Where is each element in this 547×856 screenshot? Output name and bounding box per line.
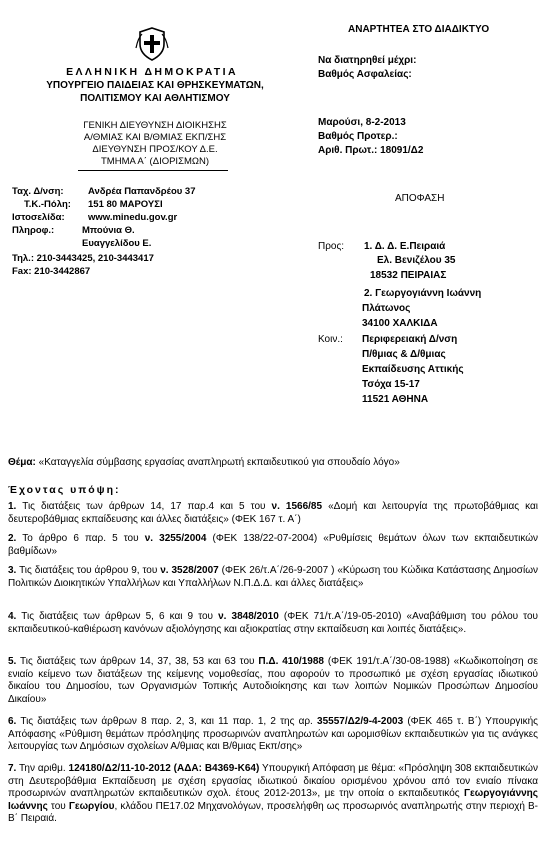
- item-1: 1. Τις διατάξεις των άρθρων 14, 17 παρ.4 και 5 του ν. 1566/85 «Δομή και λειτουργία της πρωτοβάθμιας και δευτεροβάθμιας εκπαίδευσης και άλλες διατάξεις» (ΦΕΚ 167 τ. Α΄): [8, 501, 539, 525]
- cc-line-2: Π/θμιας & Δ/θμιας: [362, 349, 446, 360]
- dept-line-3: ΔΙΕΥΘΥΝΣΗ ΠΡΟΣ/ΚΟΥ Δ.Ε.: [92, 144, 218, 155]
- publish-online-note: ΑΝΑΡΤΗΤΕΑ ΣΤΟ ΔΙΑΔΙΚΤΥΟ: [348, 24, 490, 35]
- cc-line-3: Εκπαίδευσης Αττικής: [362, 364, 464, 375]
- item-4: 4. Τις διατάξεις των άρθρων 5, 6 και 9 του ν. 3848/2010 (ΦΕΚ 71/τ.Α΄/19-05-2010) «Αναβάθμιση του ρόλου του εκπαιδευτικού-καθιέρωση κανόνων αξιολόγησης και αξιοκρατίας στην εκπαίδευση και λοιπές διατάξεις».: [8, 611, 539, 635]
- cc-line-5: 11521 ΑΘΗΝΑ: [362, 394, 429, 405]
- dept-line-2: Α/ΘΜΙΑΣ ΚΑΙ Β/ΘΜΙΑΣ ΕΚΠ/ΣΗΣ: [83, 132, 227, 143]
- protocol-number: Αριθ. Πρωτ.: 18091/Δ2: [318, 145, 424, 156]
- tk-value: 151 80 ΜΑΡΟΥΣΙ: [88, 199, 163, 210]
- address-label: Ταχ. Δ/νση:: [12, 186, 64, 197]
- item-7: 7. Την αριθμ. 124180/Δ2/11-10-2012 (ΑΔΑ: Β4369-Κ64) Υπουργική Απόφαση με θέμα: «Πρόσληψη 308 εκπαιδευτικών στη Δευτεροβάθμια Εκπαίδευση με σχέση εργασίας ιδιωτικού δικαίου ορισμένου χρόνου από τον ενιαίο πίνακα προσωρινών αναπληρωτών εκπαιδευτικών σχολ. έτους 2012-2013», με την οποία ο εκπαιδευτικός Γεωργογιάννης Ιωάννης του Γεωργίου, κλάδου ΠΕ17.02 Μηχανολόγων, προσελήφθη ως προσωρινός αναπληρωτής στην περιοχή Β-Β΄ Πειραιά.: [8, 763, 538, 825]
- security-label: Βαθμός Ασφαλείας:: [318, 69, 412, 80]
- recipient-1-line-3: 18532 ΠΕΙΡΑΙΑΣ: [370, 270, 447, 281]
- item-6: 6. Τις διατάξεις των άρθρων 8 παρ. 2, 3, και 11 παρ. 1, 2 της αρ. 35557/Δ2/9-4-2003 (ΦΕΚ 465 τ. Β΄) Υπουργικής Απόφασης «Ρύθμιση θεμάτων πρόσληψης προσωρινών αναπληρωτών και ωρομισθίων εκπαιδευτικών για τις ανάγκες λειτουργίας των Δημόσιων σχολείων Α/θμιας και Β/θμιας Εκπ/σης»: [8, 716, 539, 753]
- info-value-2: Ευαγγελίδου Ε.: [82, 238, 152, 249]
- recipient-2-line-2: Πλάτωνος: [362, 303, 411, 314]
- cc-line-4: Τσόχα 15-17: [362, 379, 420, 390]
- item-5: 5. Τις διατάξεις των άρθρων 14, 37, 38, 53 και 63 του Π.Δ. 410/1988 (ΦΕΚ 191/τ.Α΄/30-08-1988) «Κωδικοποίηση σε ενιαίο κείμενο των διατάξεων της κείμενης νομοθεσίας, που αφορούν το προσωπικό με σχέση εργασίας ιδιωτικού δικαίου του Δημοσίου, των Οργανισμών Τοπικής Αυτοδιοίκησης και των λοιπών Νομικών Προσώπων Δημοσίου Δικαίου»: [8, 656, 539, 705]
- priority-label: Βαθμός Προτερ.:: [318, 131, 398, 142]
- ministry-line-1: ΥΠΟΥΡΓΕΙΟ ΠΑΙΔΕΙΑΣ ΚΑΙ ΘΡΗΣΚΕΥΜΑΤΩΝ,: [46, 80, 264, 91]
- dept-line-4: ΤΜΗΜΑ Α΄ (ΔΙΟΡΙΣΜΩΝ): [101, 156, 209, 167]
- tk-label: Τ.Κ.-Πόλη:: [24, 199, 71, 210]
- fax: Fax: 210-3442867: [12, 266, 91, 277]
- dept-line-1: ΓΕΝΙΚΗ ΔΙΕΥΘΥΝΣΗ ΔΙΟΙΚΗΣΗΣ: [83, 120, 227, 131]
- to-label: Προς:: [318, 241, 345, 252]
- subject-text: «Καταγγελία σύμβασης εργασίας αναπληρωτή εκπαιδευτικού για σπουδαίο λόγο»: [35, 457, 400, 468]
- decision-title: ΑΠΟΦΑΣΗ: [395, 193, 445, 204]
- recipient-2-line-3: 34100 ΧΑΛΚΙΔΑ: [362, 318, 438, 329]
- item-2: 2. Το άρθρο 6 παρ. 5 του ν. 3255/2004 (ΦΕΚ 138/22-07-2004) «Ρυθμίσεις θεμάτων όλων των εκπαιδευτικών βαθμίδων»: [8, 533, 539, 557]
- info-label: Πληροφ.:: [12, 225, 55, 236]
- ministry-line-2: ΠΟΛΙΤΙΣΜΟΥ ΚΑΙ ΑΘΛΗΤΙΣΜΟΥ: [80, 93, 230, 104]
- divider: [78, 170, 228, 171]
- cc-label: Κοιν.:: [318, 334, 343, 345]
- info-value-1: Μπούνια Θ.: [82, 225, 135, 236]
- website-link[interactable]: www.minedu.gov.gr: [88, 212, 178, 223]
- keep-until-label: Να διατηρηθεί μέχρι:: [318, 55, 417, 66]
- date-line: Μαρούσι, 8-2-2013: [318, 117, 406, 128]
- website-label: Ιστοσελίδα:: [12, 212, 65, 223]
- cc-line-1: Περιφερειακή Δ/νση: [362, 334, 458, 345]
- republic-title: ΕΛΛΗΝΙΚΗ ΔΗΜΟΚΡΑΤΙΑ: [66, 66, 238, 78]
- considering-heading: Έχοντας υπόψη:: [8, 484, 121, 496]
- recipient-2-line-1: 2. Γεωργογιάννη Ιωάννη: [364, 288, 482, 299]
- tel: Τηλ.: 210-3443425, 210-3443417: [12, 253, 154, 264]
- address-value: Ανδρέα Παπανδρέου 37: [88, 186, 196, 197]
- subject-label: Θέμα:: [8, 457, 36, 468]
- recipient-1-line-1: 1. Δ. Δ. Ε.Πειραιά: [364, 241, 446, 252]
- subject-line: [8, 457, 538, 470]
- item-3: 3. Τις διατάξεις του άρθρου 9, του ν. 3528/2007 (ΦΕΚ 26/τ.Α΄/26-9-2007 ) «Κύρωση του Κώδικα Κατάστασης Δημοσίων Πολιτικών Διοικητικών Υπαλλήλων και Υπαλλήλων Ν.Π.Δ.Δ. και άλλες διατάξεις»: [8, 565, 538, 589]
- greek-coat-of-arms-icon: [134, 26, 170, 62]
- recipient-1-line-2: Ελ. Βενιζέλου 35: [377, 255, 456, 266]
